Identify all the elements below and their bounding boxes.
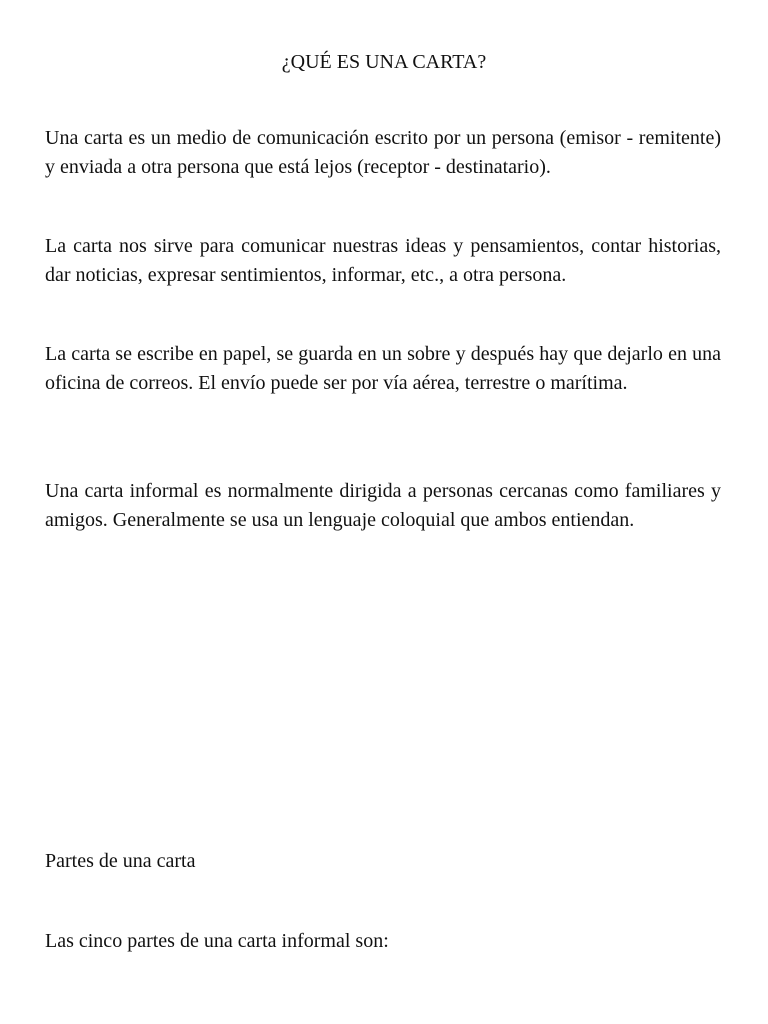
paragraph-purpose: La carta nos sirve para comunicar nuestras ideas y pensamientos, contar historias, dar noticias, expresar sentimientos, informar, etc., a otra persona. bbox=[45, 235, 721, 286]
paragraph-definition: Una carta es un medio de comunicación escrito por un persona (emisor - remitente) y enviada a otra persona que está lejos (receptor - destinatario). bbox=[45, 127, 721, 178]
paragraph-sending: La carta se escribe en papel, se guarda en un sobre y después hay que dejarlo en una oficina de correos. El envío puede ser por vía aérea, terrestre o marítima. bbox=[45, 343, 721, 394]
page-title: ¿QUÉ ES UNA CARTA? bbox=[281, 51, 487, 73]
section-intro: Las cinco partes de una carta informal son: bbox=[45, 930, 389, 952]
paragraph-informal-letter: Una carta informal es normalmente dirigida a personas cercanas como familiares y amigos. Generalmente se usa un lenguaje coloquial que ambos entiendan. bbox=[45, 480, 721, 531]
section-heading: Partes de una carta bbox=[45, 850, 196, 872]
